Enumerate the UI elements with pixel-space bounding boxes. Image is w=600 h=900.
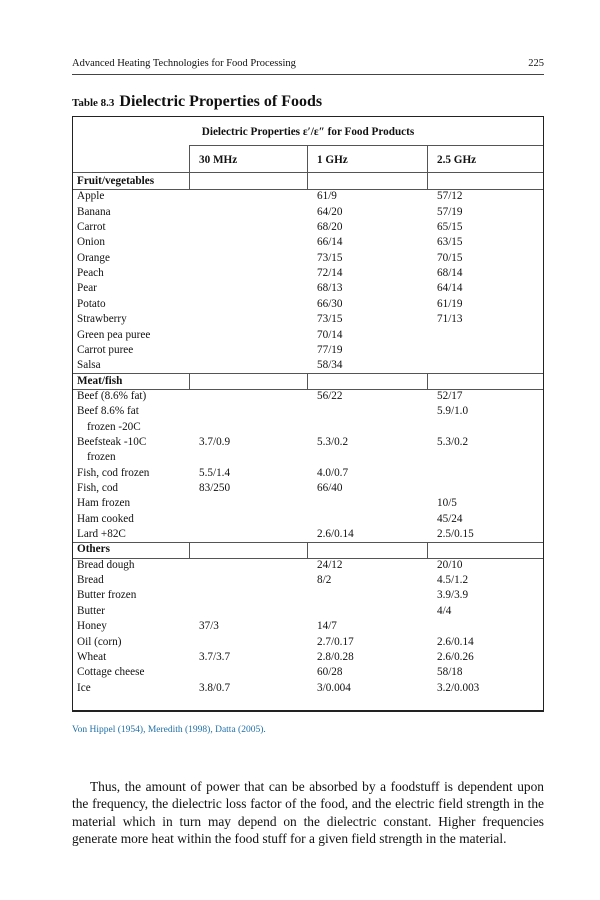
- column-rule: [427, 543, 428, 558]
- value-1ghz: 56/22: [317, 389, 343, 402]
- row-label: Banana: [77, 205, 111, 218]
- row-label: Ham frozen: [77, 497, 131, 510]
- section-rule: [73, 389, 543, 390]
- value-25ghz: 20/10: [437, 558, 463, 571]
- section-header: Others: [77, 543, 110, 556]
- value-25ghz: 58/18: [437, 666, 463, 679]
- row-label: Carrot puree: [77, 343, 134, 356]
- column-header-rule: [73, 172, 543, 173]
- column-rule: [189, 543, 190, 558]
- table-group-header: Dielectric Properties ε′/ε″ for Food Products: [201, 126, 415, 138]
- value-25ghz: 3.2/0.003: [437, 681, 480, 694]
- row-label: Onion: [77, 236, 105, 249]
- table-caption: [72, 93, 322, 111]
- column-rule: [189, 374, 190, 389]
- section-rule: [73, 373, 543, 374]
- value-1ghz: 73/15: [317, 313, 343, 326]
- value-1ghz: 2.8/0.28: [317, 650, 354, 663]
- value-1ghz: 64/20: [317, 205, 343, 218]
- row-label: Apple: [77, 190, 105, 203]
- value-25ghz: 61/19: [437, 297, 463, 310]
- value-25ghz: 63/15: [437, 236, 463, 249]
- row-label: Green pea puree: [77, 328, 151, 341]
- value-25ghz: 57/12: [437, 190, 463, 203]
- section-rule: [73, 542, 543, 543]
- value-1ghz: 77/19: [317, 343, 343, 356]
- row-label: Ice: [77, 681, 91, 694]
- section-rule: [73, 189, 543, 190]
- row-label: Fish, cod frozen: [77, 466, 150, 479]
- value-25ghz: 5.3/0.2: [437, 435, 469, 448]
- row-label-continued: frozen: [87, 451, 116, 464]
- row-label: Wheat: [77, 650, 107, 663]
- value-25ghz: 4/4: [437, 604, 452, 617]
- column-rule: [189, 145, 190, 189]
- value-25ghz: 70/15: [437, 251, 463, 264]
- group-header-rule: [189, 145, 543, 146]
- value-1ghz: 5.3/0.2: [317, 435, 349, 448]
- row-label: Carrot: [77, 221, 106, 234]
- row-label: Bread dough: [77, 558, 135, 571]
- row-label: Lard +82C: [77, 528, 126, 541]
- value-1ghz: 66/14: [317, 236, 343, 249]
- value-25ghz: 64/14: [437, 282, 463, 295]
- column-rule: [427, 145, 428, 189]
- row-label: Honey: [77, 620, 107, 633]
- value-1ghz: 72/14: [317, 267, 343, 280]
- value-1ghz: 66/30: [317, 297, 343, 310]
- row-label: Potato: [77, 297, 106, 310]
- value-1ghz: 2.7/0.17: [317, 635, 354, 648]
- row-label: Strawberry: [77, 313, 127, 326]
- value-1ghz: 14/7: [317, 620, 337, 633]
- value-30mhz: 37/3: [199, 620, 219, 633]
- value-25ghz: 45/24: [437, 512, 463, 525]
- row-label: Butter: [77, 604, 105, 617]
- row-label: Salsa: [77, 359, 101, 372]
- value-25ghz: 2.6/0.14: [437, 635, 474, 648]
- row-label: Cottage cheese: [77, 666, 145, 679]
- table-source-note: Von Hippel (1954), Meredith (1998), Datta (2005).: [72, 725, 266, 735]
- value-25ghz: 57/19: [437, 205, 463, 218]
- value-1ghz: 24/12: [317, 558, 343, 571]
- column-rule: [307, 374, 308, 389]
- value-1ghz: 4.0/0.7: [317, 466, 349, 479]
- value-1ghz: 68/13: [317, 282, 343, 295]
- running-head-title: Advanced Heating Technologies for Food Processing: [72, 58, 296, 69]
- value-25ghz: 71/13: [437, 313, 463, 326]
- value-25ghz: 2.6/0.26: [437, 650, 474, 663]
- value-25ghz: 65/15: [437, 221, 463, 234]
- column-rule: [307, 543, 308, 558]
- value-25ghz: 3.9/3.9: [437, 589, 469, 602]
- value-30mhz: 3.8/0.7: [199, 681, 231, 694]
- value-30mhz: 3.7/3.7: [199, 650, 231, 663]
- value-25ghz: 5.9/1.0: [437, 405, 469, 418]
- row-label: Ham cooked: [77, 512, 134, 525]
- row-label: Oil (corn): [77, 635, 122, 648]
- value-1ghz: 66/40: [317, 482, 343, 494]
- row-label: Peach: [77, 267, 104, 280]
- section-header: Fruit/vegetables: [77, 175, 155, 187]
- row-label: Pear: [77, 282, 97, 295]
- row-label: Fish, cod: [77, 482, 119, 494]
- col-25ghz-header: 2.5 GHz: [437, 154, 477, 166]
- value-30mhz: 3.7/0.9: [199, 435, 231, 448]
- value-25ghz: 68/14: [437, 267, 463, 280]
- value-1ghz: 70/14: [317, 328, 343, 341]
- value-1ghz: 60/28: [317, 666, 343, 679]
- row-label-continued: frozen -20C: [87, 420, 141, 433]
- value-30mhz: 5.5/1.4: [199, 466, 231, 479]
- value-1ghz: 58/34: [317, 359, 343, 372]
- col-1ghz-header: 1 GHz: [317, 154, 348, 166]
- dielectric-properties-table: [72, 116, 544, 712]
- value-1ghz: 68/20: [317, 221, 343, 234]
- column-rule: [427, 374, 428, 389]
- col-30mhz-header: 30 MHz: [199, 154, 238, 166]
- table-caption-title: Dielectric Properties of Foods: [119, 93, 323, 110]
- body-paragraph: Thus, the amount of power that can be absorbed by a foodstuff is dependent upon the frequency, the dielectric loss factor of the food, and the electric field strength in the material which in turn may depend on the dielectric constant. Higher frequencies generate more heat within the food stuff for a given field strength in the material.: [72, 779, 544, 847]
- value-25ghz: 4.5/1.2: [437, 574, 469, 587]
- value-1ghz: 73/15: [317, 251, 343, 264]
- row-label: Beefsteak -10C: [77, 435, 147, 448]
- table-caption-label: Table 8.3: [72, 97, 115, 109]
- row-label: Orange: [77, 251, 110, 264]
- running-head: [72, 58, 544, 75]
- column-rule: [307, 145, 308, 189]
- row-label: Butter frozen: [77, 589, 137, 602]
- value-25ghz: 10/5: [437, 497, 457, 510]
- row-label: Beef 8.6% fat: [77, 405, 139, 418]
- value-1ghz: 61/9: [317, 190, 337, 203]
- value-25ghz: 52/17: [437, 389, 463, 402]
- value-1ghz: 2.6/0.14: [317, 528, 354, 541]
- page-number: 225: [528, 58, 544, 69]
- value-1ghz: 3/0.004: [317, 681, 351, 694]
- row-label: Beef (8.6% fat): [77, 389, 147, 402]
- value-30mhz: 83/250: [199, 482, 231, 494]
- section-rule: [73, 558, 543, 559]
- value-25ghz: 2.5/0.15: [437, 528, 474, 541]
- section-header: Meat/fish: [77, 374, 123, 387]
- row-label: Bread: [77, 574, 104, 587]
- value-1ghz: 8/2: [317, 574, 332, 587]
